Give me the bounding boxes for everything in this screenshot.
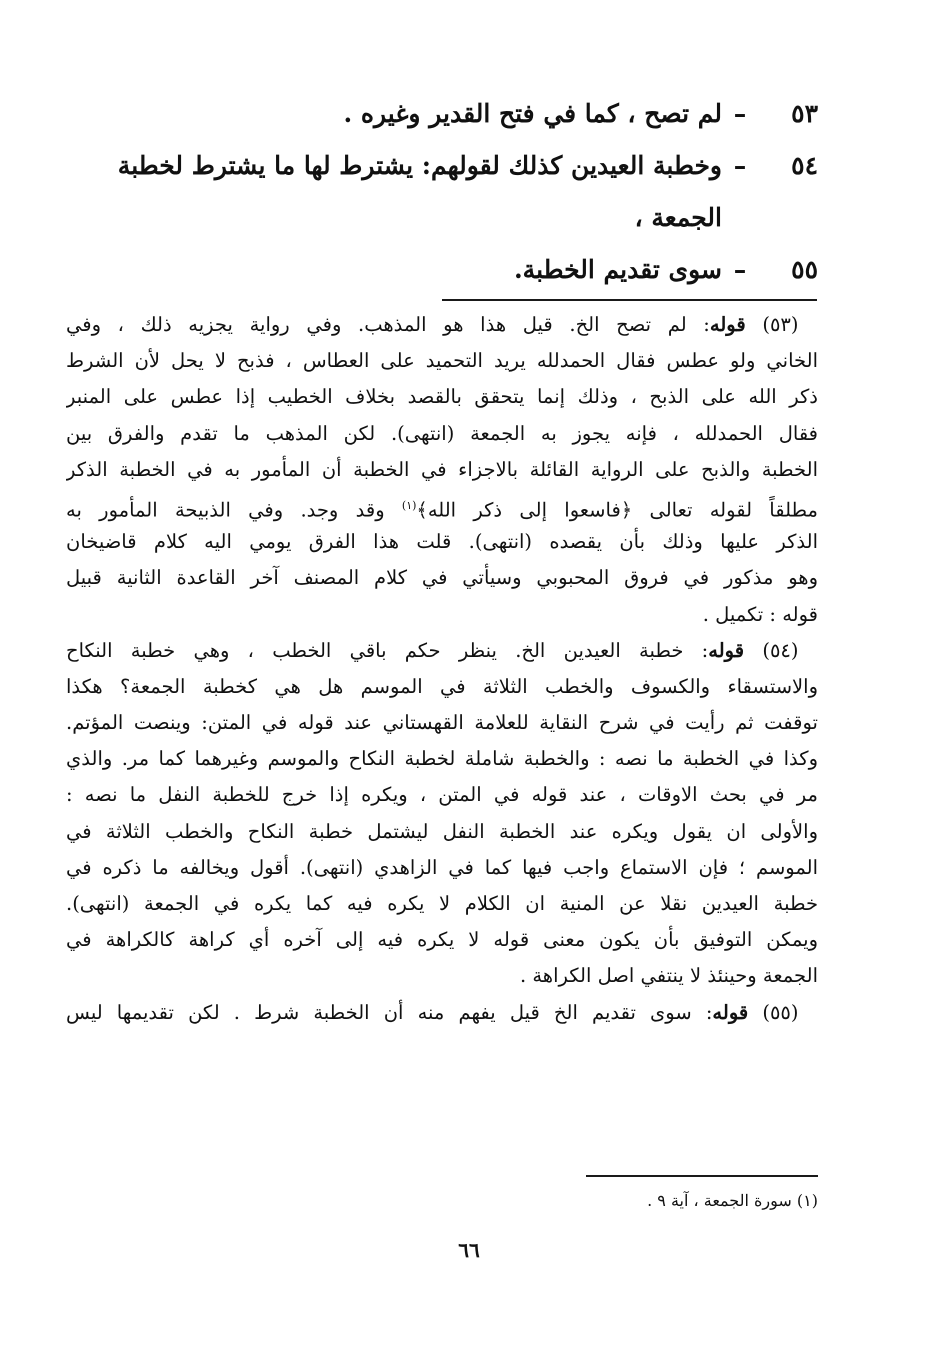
- commentary-line: الجمعة وحينئذ لا ينتفي اصل الكراهة .: [519, 964, 818, 988]
- commentary-line: مر في بحث الاوقات ، عند قوله في المتن ، ويكره إذا خرج للخطبة النفل ما نصه :: [66, 783, 818, 807]
- note-number: (٥٣): [762, 313, 799, 336]
- note-number: (٥٥): [762, 1000, 799, 1024]
- matn-number: ٥٣: [791, 99, 818, 128]
- qawluh-label: قوله: [708, 638, 745, 662]
- matn-dash: –: [733, 255, 747, 284]
- matn-line-54-cont: [70, 192, 818, 244]
- footnote: (١) سورة الجمعة ، آية ٩ .: [647, 1191, 818, 1210]
- commentary-line: فقال الحمدلله ، فإنه يجوز به الجمعة (انتهى). لكن المذهب ما تقدم والفرق بين: [66, 421, 818, 445]
- commentary-line: [66, 307, 818, 343]
- main-text: [70, 88, 818, 296]
- commentary-line: الموسم ؛ فإن الاستماع واجب فيها كما في الزاهدي (انتهى). أقول ويخالفه ما ذكره في: [66, 855, 818, 879]
- qawluh-label: قوله: [709, 313, 746, 336]
- commentary-line: الذكر عليها وذلك بأن يقصده (انتهى). قلت هذا الفرق يومي اليه كلام قاضيخان: [66, 530, 818, 554]
- commentary-line: قوله : تكميل .: [702, 602, 818, 626]
- note-number: (٥٤): [762, 638, 799, 662]
- commentary-line: ويمكن التوفيق بأن يكون معنى قوله لا يكره فيه إلى آخره أي كراهة كالكراهة في: [66, 928, 818, 952]
- matn-number: ٥٤: [791, 151, 818, 180]
- commentary-line: الخطبة والذبح على الرواية القائلة بالاجزاء في الخطبة أن المأمور به في الخطبة الذكر: [66, 457, 818, 481]
- commentary-text: : سوى تقديم الخ قيل يفهم منه أن الخطبة شرط . لكن تقديمها ليس: [66, 1000, 713, 1024]
- commentary-line: [66, 995, 818, 1031]
- matn-text: سوى تقديم الخطبة.: [513, 255, 722, 284]
- commentary-line: وكذا في الخطبة ما نصه : والخطبة شاملة لخطبة النكاح والموسم وغيرهما كما مر. والذي: [66, 747, 818, 771]
- commentary-line: والاستسقاء والكسوف والخطب الثلاثة في الموسم هل هي كخطبة الجمعة؟ هكذا: [66, 674, 818, 698]
- commentary-line: توقفت ثم رأيت في شرح النقاية للعلامة القهستاني عند قوله في المتن: وينصت المؤتم.: [66, 711, 818, 735]
- matn-dash: –: [733, 99, 747, 128]
- matn-line-53: [70, 88, 818, 140]
- commentary-text: مطلقاً لقوله تعالى ﴿فاسعوا إلى ذكر الله﴾: [416, 498, 818, 522]
- matn-line-54: [70, 140, 818, 192]
- commentary-line: والأولى ان يقول ويكره عند الخطبة النفل ليشتمل خطبة النكاح والخطب الثلاثة في: [66, 819, 818, 843]
- matn-dash: –: [733, 151, 747, 180]
- commentary-text: : لم تصح الخ. قيل هذا هو المذهب. وفي رواية يجزيه ذلك ، وفي: [66, 313, 710, 336]
- commentary-line: الخاني ولو عطس فقال الحمدلله يريد التحميد على العطاس ، فذبح لا يحل لأن الشرط: [66, 349, 818, 373]
- matn-number: ٥٥: [791, 255, 818, 284]
- footnote-separator: [586, 1175, 818, 1177]
- commentary-line: [66, 633, 818, 669]
- commentary-text: وقد وجد. وفي الذبيحة المأمور به: [66, 498, 402, 522]
- matn-text: وخطبة العيدين كذلك لقولهم: يشترط لها ما يشترط لخطبة: [117, 151, 722, 180]
- separator-line: [442, 299, 817, 301]
- commentary-line: وهو مذكور في فروق المحبوبي وسيأتي في كلام المصنف آخر القاعدة الثانية قبيل: [66, 566, 818, 590]
- page-number: ٦٦: [458, 1238, 480, 1262]
- matn-text: لم تصح ، كما في فتح القدير وغيره .: [343, 99, 722, 128]
- matn-text: الجمعة ،: [634, 203, 722, 232]
- commentary-line: [66, 488, 818, 524]
- commentary-line: خطبة العيدين نقلا عن المنية ان الكلام لا يكره فيه كما يكره في الجمعة (انتهى).: [66, 892, 818, 915]
- matn-line-55: [70, 244, 818, 296]
- commentary-text: : خطبة العيدين الخ. ينظر حكم باقي الخطب ، وهي خطبة النكاح: [66, 638, 709, 662]
- qawluh-label: قوله: [712, 1000, 749, 1024]
- footnote-ref: (١): [401, 498, 417, 512]
- commentary: [66, 307, 818, 1031]
- commentary-line: ذكر الله على الذبح ، وذلك إنما يتحقق بالقصد بخلاف الخطيب إذا عطس على المنبر: [66, 385, 818, 409]
